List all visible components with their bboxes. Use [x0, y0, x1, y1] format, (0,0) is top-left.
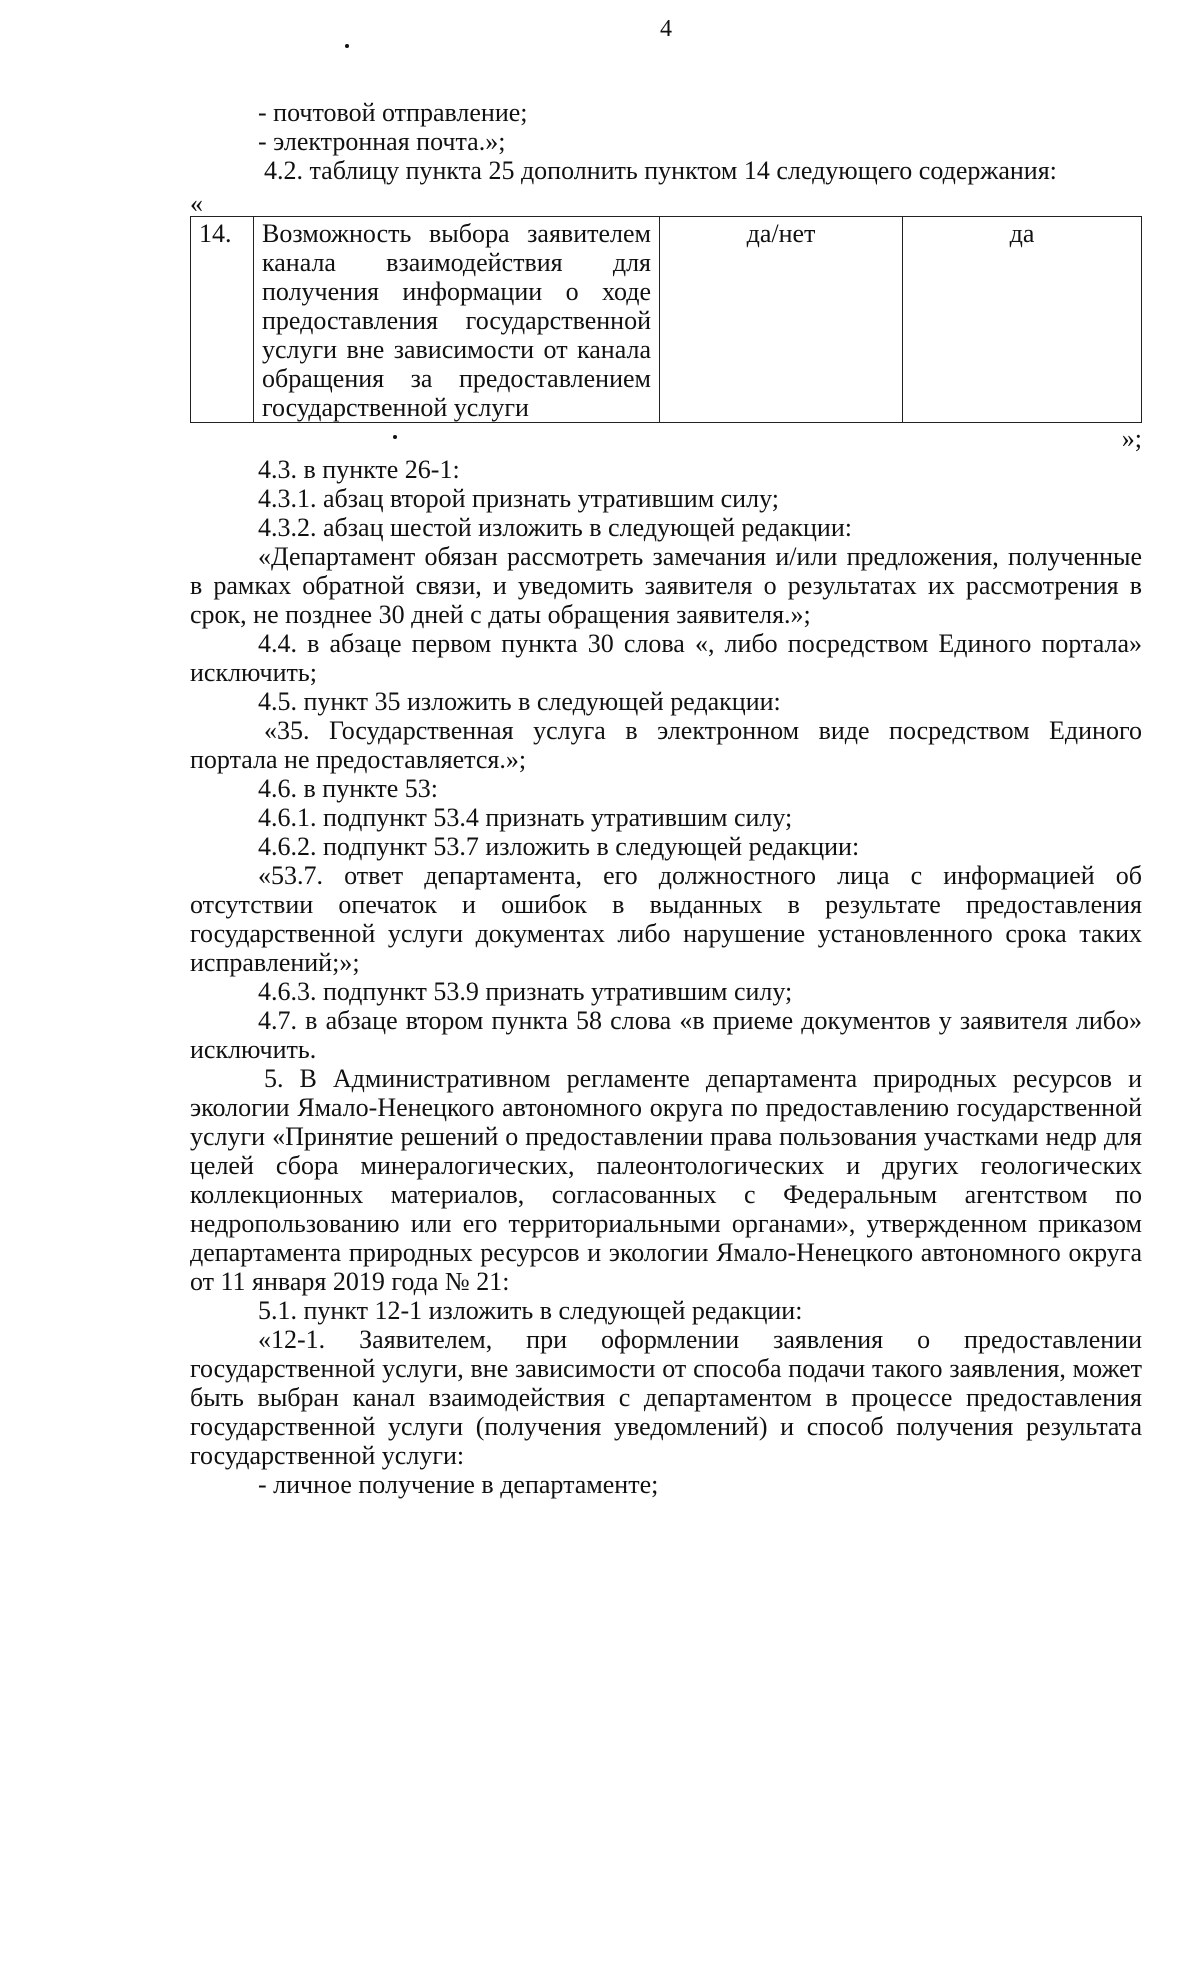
paragraph: 5. В Административном регламенте департамента природных ресурсов и экологии Ямало-Ненецкого автономного округа по предоставлению государственной услуги «Принятие решений о предоставлении права пользования участками недр для целей сбора минералогических, палеонтологических и других геологических коллекционных материалов, согласованных с Федеральным агентством по недропользованию или его территориальными органами», утвержденном приказом департамента природных ресурсов и экологии Ямало-Ненецкого автономного округа от 11 января 2019 года № 21:: [190, 1064, 1142, 1296]
paragraph: 4.2. таблицу пункта 25 дополнить пунктом 14 следующего содержания:: [264, 156, 1057, 185]
paragraph: 4.4. в абзаце первом пункта 30 слова «, либо посредством Единого портала» исключить;: [190, 629, 1142, 687]
paragraph: «12-1. Заявителем, при оформлении заявления о предоставлении государственной услуги, вне зависимости от способа подачи такого заявления, может быть выбран канал взаимодействия с департаментом в процессе предоставления государственной услуги (получения уведомлений) и способ получения результата государственной услуги:: [190, 1325, 1142, 1470]
scan-speck: [345, 44, 349, 48]
paragraph: «Департамент обязан рассмотреть замечания и/или предложения, полученные в рамках обратной связи, и уведомить заявителя о результатах их рассмотрения в срок, не позднее 30 дней с даты обращения заявителя.»;: [190, 542, 1142, 629]
table-cell-answer: да: [903, 217, 1142, 423]
paragraph: «35. Государственная услуга в электронном виде посредством Единого портала не предоставляется.»;: [190, 716, 1142, 774]
paragraph: 4.6.3. подпункт 53.9 признать утратившим силу;: [258, 977, 793, 1006]
paragraph: 4.3.2. абзац шестой изложить в следующей редакции:: [258, 513, 852, 542]
paragraph: 4.6.2. подпункт 53.7 изложить в следующей редакции:: [258, 832, 860, 861]
paragraph: 5.1. пункт 12-1 изложить в следующей редакции:: [258, 1296, 803, 1325]
table-cell-value-type: да/нет: [660, 217, 903, 423]
table-cell-number: 14.: [191, 217, 254, 423]
amendment-table: [190, 216, 1142, 423]
table-row: [191, 217, 1142, 423]
paragraph: 4.6.1. подпункт 53.4 признать утратившим силу;: [258, 803, 793, 832]
scan-speck: [393, 435, 397, 439]
document-body: [190, 98, 1142, 1499]
page-number: 4: [660, 16, 672, 42]
paragraph: «53.7. ответ департамента, его должностного лица с информацией об отсутствии опечаток и ошибок в выданных в результате предоставления государственной услуги документах либо нарушение установленного срока таких исправлений;»;: [190, 861, 1142, 977]
opening-quote: «: [190, 189, 203, 218]
paragraph: 4.5. пункт 35 изложить в следующей редакции:: [258, 687, 781, 716]
paragraph: - личное получение в департаменте;: [258, 1470, 659, 1499]
table-cell-description: Возможность выбора заявителем канала взаимодействия для получения информации о ходе предоставления государственной услуги вне зависимости от канала обращения за предоставлением государственной услуги: [254, 217, 660, 423]
paragraph: 4.3.1. абзац второй признать утратившим силу;: [258, 484, 779, 513]
closing-quote-line: [190, 423, 1142, 455]
paragraph: 4.6. в пункте 53:: [258, 774, 439, 803]
paragraph: - почтовой отправление;: [258, 98, 528, 127]
paragraph: - электронная почта.»;: [258, 127, 506, 156]
paragraph: 4.7. в абзаце втором пункта 58 слова «в приеме документов у заявителя либо» исключить.: [190, 1006, 1142, 1064]
closing-quote: »;: [1121, 424, 1142, 453]
paragraph: 4.3. в пункте 26-1:: [258, 455, 460, 484]
